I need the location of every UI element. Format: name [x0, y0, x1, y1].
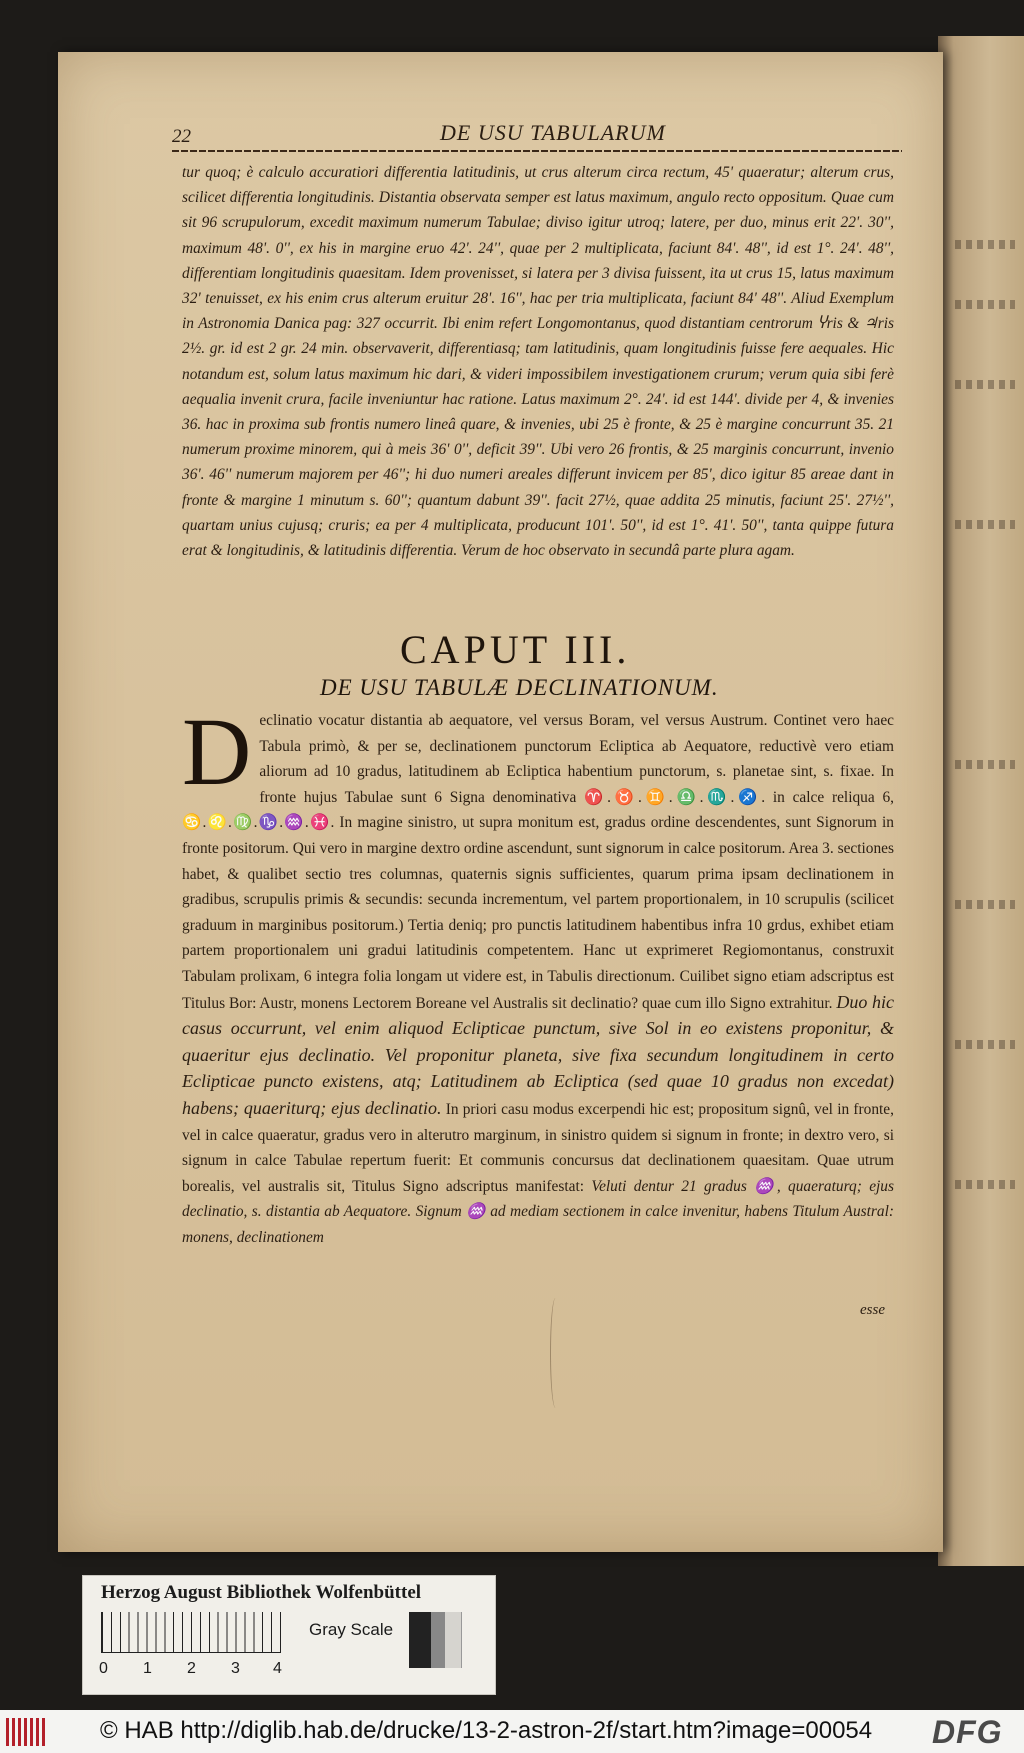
viewer-footer [0, 1710, 1024, 1753]
scale-number: 4 [273, 1660, 282, 1677]
chapter-title: CAPUT III. [400, 627, 631, 672]
adjacent-page-text [955, 1180, 1015, 1189]
adjacent-page-text [955, 1040, 1015, 1049]
paragraph-2-italic-text: Duo hic casus occurrunt, vel enim aliquod Eclipticae punctum, sive Sol in eo existens proponitur, & quaeritur ejus declinatio. Vel proponitur planeta, sive fixa secundum longitudinem in certo Eclipticae puncto existens, atq; Latitudinem ab Ecliptica (sed quae 10 gradus non excedat) habens; quaeriturq; ejus declinatio. [182, 991, 894, 1118]
color-calibration-bar [82, 1575, 496, 1695]
adjacent-page-text [955, 380, 1015, 389]
adjacent-page-text [955, 900, 1015, 909]
source-url[interactable]: © HAB http://diglib.hab.de/drucke/13-2-astron-2f/start.htm?image=00054 [100, 1717, 873, 1744]
scale-number: 0 [99, 1660, 108, 1677]
paragraph-2-italic-text-b: Veluti dentur 21 gradus ♒, quaeraturq; ejus declinatio, s. distantia ab Aequatore. Signum ♒ ad mediam sectionem in calce invenitur, habens Titulum Austral: monens, declinationem [182, 1177, 894, 1246]
gray-patch-mid [431, 1612, 445, 1668]
chapter-subtitle: DE USU TABULÆ DECLINATIONUM. [320, 675, 719, 700]
header-rule [172, 150, 902, 152]
dfg-logo: DFG [932, 1714, 1003, 1750]
library-name: Herzog August Bibliothek Wolfenbüttel [101, 1582, 422, 1603]
adjacent-page-text [955, 760, 1015, 769]
adjacent-page-text [955, 300, 1015, 309]
gray-patch-dark [409, 1612, 431, 1668]
scale-number: 1 [143, 1660, 152, 1677]
show-through-mark [550, 1298, 561, 1408]
grayscale-label: Gray Scale [309, 1620, 394, 1639]
adjacent-page-text [955, 240, 1015, 249]
body-paragraph-2 [182, 698, 894, 1250]
scale-number: 2 [187, 1660, 196, 1677]
drop-cap-initial: D [182, 698, 252, 805]
page-number: 22 [172, 126, 191, 147]
paragraph-2-text-a: eclinatio vocatur distantia ab aequatore, vel versus Boram, vel versus Austrum. Continet vero haec Tabula primò, & per se, declinationem punctorum Ecliptica ab Aequatore, reductivè vero etiam aliorum ad 10 gradus, latitudinem ab Ecliptica habentium punctorum, s. planetae sint, s. fixae. In fronte hujus Tabulae sunt 6 Signa denominativa ♈.♉.♊.♎.♏.♐. in calce reliqua 6, ♋.♌.♍.♑.♒.♓. In magine sinistro, ut supra monitum est, gradus ordine descendentes, sunt Signorum in fronte positorum. Qui vero in margine dextro ordine ascendunt, sunt signorum in calce positorum. Area 3. sectiones habet, & qualibet sectio tres columnas, quaternis signis sufficientes, quarum prima ipsam declinationem in gradibus, scrupulis primis & secundis: secunda incrementum, vel partem proportionalem, in 10 scrupulis (scilicet graduum in marginibus positorum.) Tertia deniq; pro punctis latitudinem habentibus infra 10 grdus, exhibet etiam partem proportionalem uni gradui latitudinis competentem. Hanc ut exprimeret Regiomontanus, construxit Tabulam prolixam, 6 integra folia longam ut videre est, in Tabulis directionum. Cuilibet signo etiam adscriptus est Titulus Bor: Austr, monens Lectorem Boreane vel Australis sit declinatio? quae cum illo Signo extrahitur. [182, 712, 894, 1012]
running-head: DE USU TABULARUM [440, 120, 666, 145]
gray-patch-light [445, 1612, 462, 1668]
hab-logo-icon [6, 1718, 46, 1746]
catchword: esse [860, 1302, 885, 1318]
adjacent-page-edge [938, 36, 1024, 1566]
body-paragraph-1: tur quoq; è calculo accuratiori differentia latitudinis, ut crus alterum circa rectum, 45' quaeratur; alterum crus, scilicet differentia longitudinis. Distantia observata semper est latus maximum, angulo recto oppositum. Quae cum sit 96 scrupulorum, excedit maximum numerum Tabulae; diviso igitur utroq; latere, per duo, minus erit 22'. 30'', maximum 48'. 0'', ex his in margine eruo 42'. 24'', quae per 2 multiplicata, faciunt 84'. 48'', id est 1°. 24'. 48'', differentiam longitudinis quaesitam. Idem provenisset, si latera per 3 divisa fuissent, ita ut crus 15, latus maximum 32' tenuisset, ex his enim crus alterum eruitur 28'. 16'', hac per tria multiplicata, faciunt 84' 48''. Aliud Exemplum in Astronomia Danica pag: 327 occurrit. Ibi enim refert Longomontanus, quod distantiam centrorum Ⴤris & ♃ris 2½. gr. id est 2 gr. 24 min. observaverit, differentiasq; tam latitudinis, quam longitudinis fuisse fere aequales. Hic notandum est, solum latus maximum hic dari, & videri impossibilem investigationem crurum; verum quia sibi ferè aequalia invenit crura, facile inveniuntur hac ratione. Latus maximum 2°. 24'. id est 144'. divide per 4, & invenies 36. hac in proxima sub frontis numero lineâ quare, & invenies, ubi 25 è fronte, & 25 è margine concurrunt 35. 21 numerum proxime minorem, qui à meis 36' 0'', deficit 39''. Ubi vero 26 frontis, & 25 marginis concurrunt, invenio 36'. 46'' numerum majorem per 46''; hi duo numeri areales differunt invicem per 85', dico igitur 85 areae dant in fronte & margine 1 minutum s. 60''; quantum dabunt 39''. facit 27½, quae addita 25 minutis, faciunt 25'. 27½'', quartam unius cujusq; cruris; ea per 4 multiplicata, producunt 101'. 50'', id est 1°. 41'. 50'', tanta quippe futura erat & longitudinis, & latitudinis differentia. Verum de hoc observato in secundâ parte plura agam. [182, 164, 894, 560]
scale-number: 3 [231, 1660, 240, 1677]
paragraph-2-text-b: In priori casu modus excerpendi hic est; propositum signû, vel in fronte, vel in calce quaeratur, gradus vero in alterutro marginum, in sinistro quidem si signum in fronte; in dextro vero, si signum in calce Tabulae repertum fuerit: Et communis concursus dat declinationem quaesitam. Quae utrum borealis, vel australis sit, Titulus Signo adscriptus manifestat: [182, 1100, 894, 1195]
adjacent-page-text [955, 520, 1015, 529]
ruler-scale [101, 1612, 281, 1653]
